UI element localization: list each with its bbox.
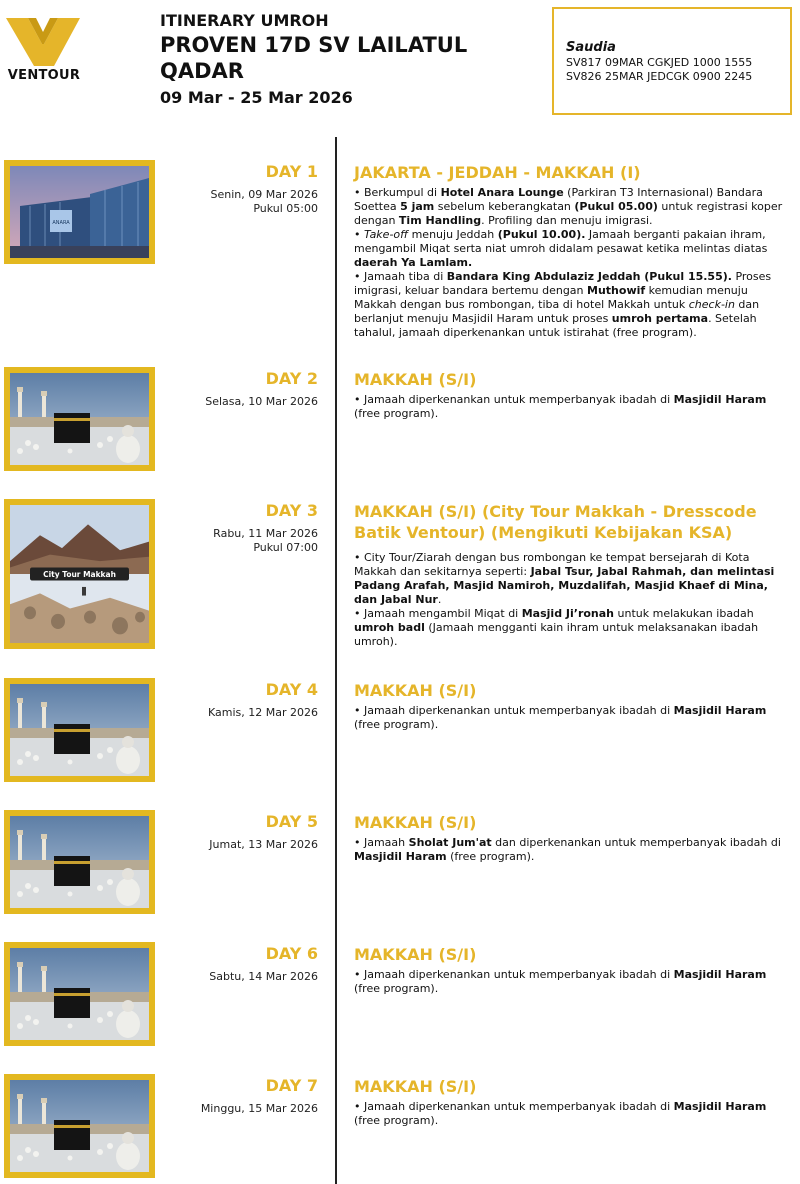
day-title: JAKARTA - JEDDAH - MAKKAH (I) <box>354 163 641 182</box>
day-label: DAY 6 <box>265 944 318 963</box>
day-title: MAKKAH (S/I) <box>354 813 477 832</box>
itinerary-header <box>160 10 540 109</box>
day-date <box>168 706 318 720</box>
day-date-text: Selasa, 10 Mar 2026 <box>205 395 318 408</box>
itinerary-paragraph: • Jamaah diperkenankan untuk memperbanyak ibadah di Masjidil Haram (free program). <box>354 968 767 995</box>
itinerary-paragraph: • Jamaah tiba di Bandara King Abdulaziz Jeddah (Pukul 15.55). Proses imigrasi, keluar bandara bertemu dengan Muthowif kemudian menuju Makkah dengan bus rombongan, tiba di hotel Makkah untuk check-in dan berlanjut menuju Masjidil Haram untuk proses umroh pertama. Setelah tahalul, jamaah diperkenankan untuk istirahat (free program). <box>354 270 772 339</box>
day-time-text: Pukul 05:00 <box>253 202 318 215</box>
hotel-sign-text: ANARA <box>52 220 70 226</box>
day-date <box>168 1102 318 1116</box>
day-date-text: Sabtu, 14 Mar 2026 <box>209 970 318 983</box>
itinerary-paragraph: • Jamaah diperkenankan untuk memperbanyak ibadah di Masjidil Haram (free program). <box>354 393 767 420</box>
kaaba-photo <box>4 810 155 914</box>
day-date <box>168 970 318 984</box>
day-date <box>168 188 318 216</box>
travel-dates: 09 Mar - 25 Mar 2026 <box>160 88 353 107</box>
kaaba-photo <box>4 1074 155 1178</box>
day-label: DAY 4 <box>265 680 318 699</box>
itinerary-subtitle: ITINERARY UMROH <box>160 11 329 30</box>
day-date-text: Minggu, 15 Mar 2026 <box>200 1102 318 1115</box>
flight-leg-return: SV826 25MAR JEDCGK 0900 2245 <box>566 70 753 83</box>
flight-leg-departure: SV817 09MAR CGKJED 1000 1555 <box>566 56 753 69</box>
day-date <box>168 838 318 852</box>
day-label: DAY 1 <box>265 162 318 181</box>
airline-name: Saudia <box>566 40 616 55</box>
kaaba-photo <box>4 942 155 1046</box>
day-title: MAKKAH (S/I) (City Tour Makkah - Dresscode Batik Ventour) (Mengikuti Kebijakan KSA) <box>354 502 757 542</box>
day-time-text: Pukul 07:00 <box>253 541 318 554</box>
day-title: MAKKAH (S/I) <box>354 945 477 964</box>
kaaba-photo <box>4 678 155 782</box>
day-description <box>354 551 786 649</box>
day-date <box>168 395 318 409</box>
city-tour-caption: City Tour Makkah <box>43 569 116 580</box>
itinerary-paragraph: • Jamaah diperkenankan untuk memperbanyak ibadah di Masjidil Haram (free program). <box>354 704 767 731</box>
timeline-divider <box>335 137 337 1184</box>
day-date-text: Rabu, 11 Mar 2026 <box>213 527 318 540</box>
itinerary-paragraph: • Berkumpul di Hotel Anara Lounge (Parkiran T3 Internasional) Bandara Soettea 5 jam sebelum keberangkatan (Pukul 05.00) untuk registrasi koper dengan Tim Handling. Profiling dan menuju imigrasi. <box>354 186 783 227</box>
day-date <box>168 527 318 555</box>
day-label: DAY 2 <box>265 369 318 388</box>
day-description <box>354 186 786 340</box>
day-description <box>354 1100 786 1128</box>
city-tour-photo <box>4 499 155 649</box>
itinerary-paragraph: • Take-off menuju Jeddah (Pukul 10.00). Jamaah berganti pakaian ihram, mengambil Miqat serta niat umroh didalam pesawat ketika melintas diatas daerah Ya Lamlam. <box>354 228 768 269</box>
day-date-text: Kamis, 12 Mar 2026 <box>208 706 318 719</box>
flight-info-box <box>552 7 792 115</box>
day-description <box>354 393 786 421</box>
itinerary-paragraph: • Jamaah diperkenankan untuk memperbanyak ibadah di Masjidil Haram (free program). <box>354 1100 767 1127</box>
day-title: MAKKAH (S/I) <box>354 370 477 389</box>
day-date-text: Jumat, 13 Mar 2026 <box>209 838 318 851</box>
itinerary-paragraph: • Jamaah Sholat Jum'at dan diperkenankan untuk memperbanyak ibadah di Masjidil Haram (free program). <box>354 836 781 863</box>
day-label: DAY 3 <box>265 501 318 520</box>
brand-name: VENTOUR <box>7 68 81 83</box>
day-label: DAY 5 <box>265 812 318 831</box>
itinerary-paragraph: • City Tour/Ziarah dengan bus rombongan ke tempat bersejarah di Kota Makkah dan sekitarnya seperti: Jabal Tsur, Jabal Rahmah, dan melintasi Padang Arafah, Masjid Namiroh, Muzdalifah, Masjid Khaef di Mina, dan Jabal Nur. <box>354 551 775 606</box>
day-date-text: Senin, 09 Mar 2026 <box>210 188 318 201</box>
package-title: PROVEN 17D SV LAILATUL QADAR <box>160 33 468 83</box>
day-title: MAKKAH (S/I) <box>354 681 477 700</box>
day-description <box>354 836 786 864</box>
itinerary-paragraph: • Jamaah mengambil Miqat di Masjid Ji’ronah untuk melakukan ibadah umroh badl (Jamaah mengganti kain ihram untuk melaksanakan ibadah umroh). <box>354 607 759 648</box>
day-label: DAY 7 <box>265 1076 318 1095</box>
day-description <box>354 704 786 732</box>
day-description <box>354 968 786 996</box>
hotel-photo <box>4 160 155 264</box>
day-title: MAKKAH (S/I) <box>354 1077 477 1096</box>
kaaba-photo <box>4 367 155 471</box>
